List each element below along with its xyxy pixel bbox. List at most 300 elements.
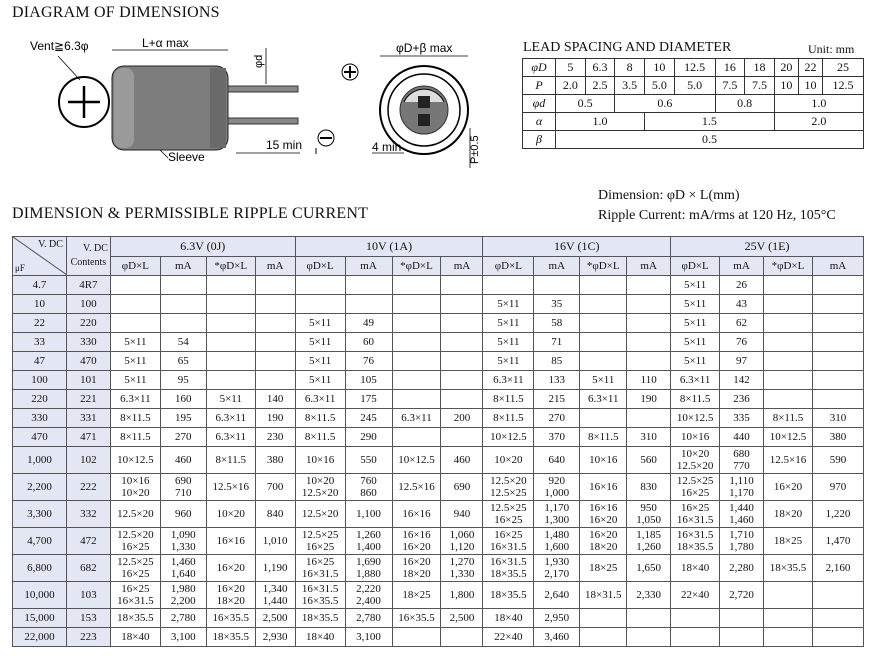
size-cell (110, 390, 160, 409)
code-cell: 331 (66, 409, 110, 428)
cell-line: 16×25 (121, 568, 150, 580)
uf-label: μF (15, 263, 25, 273)
size-cell (110, 609, 160, 628)
cell-line: 10×12.5 (490, 431, 527, 443)
cell-line: 18×20 (589, 541, 618, 553)
cell-line: 1,000 (544, 487, 570, 499)
ripple-cell (534, 474, 580, 501)
table-row (13, 428, 864, 447)
cell-line: 6.3×11 (120, 393, 151, 405)
cell-line: 1,260 (356, 529, 381, 541)
ripple-cell (160, 501, 206, 528)
cell-line: 2,500 (262, 612, 288, 624)
capacitance-cell: 2,200 (13, 474, 67, 501)
size-cell (295, 628, 345, 647)
cell-line: 1,185 (636, 529, 662, 541)
size-cell (392, 409, 441, 428)
size-cell (580, 409, 627, 428)
cell-line: 1,440 (262, 595, 288, 607)
sub-header: mA (534, 256, 580, 276)
ripple-cell (345, 428, 392, 447)
size-cell (295, 390, 345, 409)
ripple-cell (534, 582, 580, 609)
cell-line: 12.5×20 (301, 487, 339, 499)
code-cell: 682 (66, 555, 110, 582)
cell-line: 1,110 (729, 475, 754, 487)
ripple-cell (720, 474, 764, 501)
cell-line: 8×11.5 (304, 412, 336, 424)
code-cell: 332 (66, 501, 110, 528)
cell-line: 1,260 (636, 541, 662, 553)
cell-line: 310 (640, 431, 657, 443)
size-cell (580, 333, 627, 352)
size-cell (483, 333, 534, 352)
sub-header: *φD×L (764, 256, 813, 276)
size-cell (764, 409, 813, 428)
diagram-title: DIAGRAM OF DIMENSIONS (12, 4, 220, 21)
ripple-cell (160, 555, 206, 582)
size-cell (295, 501, 345, 528)
ripple-cell (627, 390, 671, 409)
cell-line: 16×31.5 (676, 529, 714, 541)
table-row (13, 295, 864, 314)
cell-line: 1,120 (449, 541, 475, 553)
cell-line: 860 (360, 487, 377, 499)
ripple-cell (160, 295, 206, 314)
capacitor-diagram (0, 28, 510, 178)
ripple-cell (345, 609, 392, 628)
size-cell (580, 447, 627, 474)
cell-line: 2,400 (356, 595, 381, 607)
ripple-cell (720, 333, 764, 352)
ripple-cell (160, 428, 206, 447)
lead-spacing-cell: 5.0 (645, 77, 675, 95)
size-cell (392, 447, 441, 474)
size-cell (206, 409, 255, 428)
dimension-note (598, 186, 836, 226)
ripple-cell (345, 295, 392, 314)
cell-line: 16×31.5 (676, 514, 714, 526)
cell-line: 49 (363, 317, 375, 329)
size-cell (764, 447, 813, 474)
size-cell (580, 390, 627, 409)
cell-line: 71 (551, 336, 563, 348)
ripple-cell (441, 582, 483, 609)
code-cell: 223 (66, 628, 110, 647)
sub-header: mA (160, 256, 206, 276)
lead-spacing-cell: 2.5 (585, 77, 615, 95)
table-row (13, 314, 864, 333)
ripple-cell (812, 628, 863, 647)
sub-header: φD×L (110, 256, 160, 276)
size-cell (671, 352, 720, 371)
cell-line: 560 (640, 454, 657, 466)
ripple-cell (627, 555, 671, 582)
size-cell (671, 501, 720, 528)
size-cell (580, 474, 627, 501)
cell-line: 1,170 (544, 502, 570, 514)
cell-line: 460 (175, 454, 192, 466)
cell-line: 12.5×20 (676, 460, 714, 472)
cell-line: 690 (175, 475, 192, 487)
cell-line: 10×20 (306, 475, 335, 487)
size-cell (764, 528, 813, 555)
ripple-cell (812, 582, 863, 609)
cell-line: 58 (551, 317, 563, 329)
ripple-cell (255, 628, 295, 647)
dimension-line: Dimension: φD × L(mm) (598, 188, 740, 203)
size-cell (392, 276, 441, 295)
size-cell (392, 501, 441, 528)
ripple-cell (534, 390, 580, 409)
size-cell (110, 409, 160, 428)
cell-line: 16×25 (494, 529, 523, 541)
cell-line: 18×35.5 (490, 568, 527, 580)
code-cell: 102 (66, 447, 110, 474)
size-cell (671, 555, 720, 582)
size-cell (206, 352, 255, 371)
cell-line: 2,170 (544, 568, 570, 580)
vent-label: Vent≧6.3φ (30, 39, 89, 53)
cell-line: 10×16 (589, 454, 618, 466)
cell-line: 16×20 (589, 529, 618, 541)
size-cell (392, 333, 441, 352)
lead-spacing-cell: 18 (745, 59, 775, 77)
size-cell (764, 501, 813, 528)
cell-line: 2,200 (170, 595, 196, 607)
ripple-cell (345, 390, 392, 409)
sub-header: mA (255, 256, 295, 276)
cell-line: 10×12.5 (117, 454, 154, 466)
size-cell (110, 628, 160, 647)
size-cell (671, 314, 720, 333)
size-cell (671, 276, 720, 295)
ripple-cell (255, 447, 295, 474)
cell-line: 62 (736, 317, 748, 329)
lead-spacing-cell: 12.5 (674, 59, 715, 77)
cell-line: 43 (736, 298, 748, 310)
ripple-cell (255, 474, 295, 501)
ripple-cell (720, 447, 764, 474)
cell-line: 5×11 (124, 374, 147, 386)
lead-spacing-cell: 10 (798, 77, 822, 95)
sub-header: φD×L (483, 256, 534, 276)
cell-line: 5×11 (683, 317, 707, 329)
cell-line: 5×11 (308, 374, 332, 386)
ripple-cell (812, 314, 863, 333)
ripple-cell (160, 609, 206, 628)
ripple-cell (160, 447, 206, 474)
ripple-cell (441, 371, 483, 390)
ripple-cell (160, 371, 206, 390)
cell-line: 1,690 (356, 556, 381, 568)
size-cell (764, 555, 813, 582)
cell-line: 230 (266, 431, 284, 443)
size-cell (295, 295, 345, 314)
size-cell (671, 628, 720, 647)
cell-line: 1,300 (544, 514, 570, 526)
code-cell: 221 (66, 390, 110, 409)
ripple-cell (534, 555, 580, 582)
ripple-cell (720, 390, 764, 409)
cell-line: 16×20 (216, 562, 245, 574)
sub-header: mA (345, 256, 392, 276)
table-row (13, 628, 864, 647)
ripple-cell (534, 428, 580, 447)
size-cell (110, 276, 160, 295)
size-cell (206, 390, 255, 409)
cell-line: 1,980 (170, 583, 196, 595)
size-cell (392, 428, 441, 447)
capacitance-cell: 330 (13, 409, 67, 428)
size-cell (206, 428, 255, 447)
cell-line: 1,470 (825, 535, 851, 547)
lead-spacing-cell: 0.5 (556, 95, 615, 113)
size-cell (206, 555, 255, 582)
cell-line: 65 (177, 355, 189, 367)
size-cell (392, 582, 441, 609)
size-cell (110, 314, 160, 333)
cell-line: 22×40 (494, 631, 523, 643)
ripple-cell (812, 409, 863, 428)
cell-line: 60 (363, 336, 375, 348)
size-cell (110, 582, 160, 609)
sub-header: mA (812, 256, 863, 276)
cell-line: 6.3×11 (401, 412, 432, 424)
size-cell (483, 371, 534, 390)
cell-line: 16×25 (494, 514, 523, 526)
ripple-cell (441, 333, 483, 352)
size-cell (392, 555, 441, 582)
code-cell: 330 (66, 333, 110, 352)
contents-header (66, 237, 110, 276)
ripple-cell (441, 609, 483, 628)
ripple-cell (345, 409, 392, 428)
header-voltage-row (13, 237, 864, 257)
cell-line: 1,480 (544, 529, 570, 541)
ripple-cell (441, 409, 483, 428)
cell-line: 590 (829, 454, 847, 466)
cell-line: 5×11 (308, 355, 332, 367)
size-cell (483, 609, 534, 628)
ripple-cell (534, 295, 580, 314)
size-cell (392, 352, 441, 371)
size-cell (110, 352, 160, 371)
size-cell (392, 314, 441, 333)
ripple-table (12, 236, 864, 647)
ripple-cell (160, 409, 206, 428)
cell-line: 10×16 (681, 431, 710, 443)
cell-line: 2,160 (825, 562, 851, 574)
cell-line: 6.3×11 (493, 374, 524, 386)
size-cell (671, 409, 720, 428)
ripple-cell (720, 352, 764, 371)
cell-line: 12.5×25 (301, 529, 339, 541)
size-cell (483, 352, 534, 371)
table-row (13, 501, 864, 528)
table-row (13, 474, 864, 501)
lead-spacing-unit: Unit: mm (808, 42, 855, 56)
lead-spacing-cell: 0.6 (615, 95, 715, 113)
size-cell (206, 314, 255, 333)
cell-line: 12.5×25 (676, 475, 714, 487)
cell-line: 10×20 (216, 508, 245, 520)
ripple-cell (627, 276, 671, 295)
cell-line: 10×20 (681, 448, 710, 460)
cell-line: 35 (551, 298, 563, 310)
sub-header: *φD×L (580, 256, 627, 276)
cell-line: 18×31.5 (585, 589, 622, 601)
size-cell (392, 390, 441, 409)
ripple-cell (441, 276, 483, 295)
ripple-cell (160, 390, 206, 409)
cell-line: 1,330 (449, 568, 475, 580)
sub-header: *φD×L (206, 256, 255, 276)
ripple-cell (345, 314, 392, 333)
ripple-cell (812, 528, 863, 555)
cell-line: 6.3×11 (679, 374, 711, 386)
capacitance-cell: 3,300 (13, 501, 67, 528)
corner-cell (13, 237, 67, 276)
cell-line: 1,650 (636, 562, 662, 574)
cell-line: 16×20 (773, 481, 803, 493)
cell-line: 54 (177, 336, 189, 348)
lead-spacing-head: P (523, 77, 556, 95)
lead-spacing-cell: 7.5 (745, 77, 775, 95)
cell-line: 700 (266, 481, 284, 493)
ripple-cell (345, 447, 392, 474)
lead-spacing-cell: 25 (823, 59, 864, 77)
code-cell: 4R7 (66, 276, 110, 295)
lead-spacing-cell: 2.0 (774, 113, 863, 131)
contents-label: Contents (70, 257, 107, 268)
cell-line: 10×16 (121, 475, 150, 487)
ripple-cell (255, 555, 295, 582)
size-cell (580, 609, 627, 628)
size-cell (580, 428, 627, 447)
cell-line: 110 (640, 374, 657, 386)
code-cell: 103 (66, 582, 110, 609)
cell-line: 16×35.5 (301, 595, 339, 607)
cell-line: 5×11 (497, 317, 520, 329)
cell-line: 22×40 (681, 589, 710, 601)
cell-line: 8×11.5 (679, 393, 711, 405)
ripple-cell (255, 409, 295, 428)
cell-line: 960 (175, 508, 192, 520)
ripple-cell (534, 409, 580, 428)
ripple-cell (720, 609, 764, 628)
cell-line: 10×12.5 (398, 454, 435, 466)
ripple-cell (812, 352, 863, 371)
table-row (13, 555, 864, 582)
cell-line: 970 (829, 481, 847, 493)
size-cell (295, 447, 345, 474)
vdc-label-2: V. DC (83, 243, 108, 254)
cell-line: 5×11 (308, 317, 332, 329)
ripple-cell (812, 501, 863, 528)
cell-line: 12.5×25 (490, 502, 527, 514)
cell-line: 290 (360, 431, 377, 443)
cell-line: 5×11 (308, 336, 332, 348)
code-cell: 470 (66, 352, 110, 371)
size-cell (671, 333, 720, 352)
cell-line: 16×16 (216, 535, 245, 547)
table-row (13, 409, 864, 428)
size-cell (483, 276, 534, 295)
cell-line: 460 (453, 454, 471, 466)
lead-spacing-cell: 10 (645, 59, 675, 77)
size-cell (483, 528, 534, 555)
lead-spacing-head: β (523, 131, 556, 149)
cell-line: 16×31.5 (117, 595, 154, 607)
ripple-cell (255, 428, 295, 447)
cell-line: 18×35.5 (769, 562, 807, 574)
cell-line: 550 (360, 454, 377, 466)
voltage-header: 16V (1C) (483, 237, 671, 257)
size-cell (110, 555, 160, 582)
ripple-cell (255, 295, 295, 314)
cell-line: 2,500 (449, 612, 475, 624)
cell-line: 18×25 (773, 535, 803, 547)
ripple-cell (441, 390, 483, 409)
cell-line: 18×40 (494, 612, 523, 624)
header-sub-row (13, 256, 864, 276)
cell-line: 2,720 (729, 589, 754, 601)
cell-line: 2,220 (356, 583, 381, 595)
ripple-cell (534, 352, 580, 371)
cell-line: 1,090 (170, 529, 196, 541)
cell-line: 5×11 (124, 355, 147, 367)
ripple-cell (160, 628, 206, 647)
ripple-cell (812, 333, 863, 352)
ripple-cell (255, 333, 295, 352)
capacitance-cell: 4,700 (13, 528, 67, 555)
cell-line: 8×11.5 (587, 431, 619, 443)
ripple-cell (627, 295, 671, 314)
cell-line: 640 (548, 454, 566, 466)
size-cell (671, 447, 720, 474)
cell-line: 16×20 (589, 514, 618, 526)
cell-line: 10×16 (306, 454, 335, 466)
ripple-cell (345, 501, 392, 528)
size-cell (671, 371, 720, 390)
cell-line: 830 (640, 481, 657, 493)
cell-line: 76 (363, 355, 375, 367)
cell-line: 2,950 (544, 612, 570, 624)
capacitance-cell: 10,000 (13, 582, 67, 609)
cell-line: 6.3×11 (304, 393, 336, 405)
size-cell (764, 371, 813, 390)
size-cell (110, 295, 160, 314)
lead-spacing-title: LEAD SPACING AND DIAMETER (523, 40, 732, 55)
size-cell (671, 528, 720, 555)
sleeve-label: Sleeve (168, 150, 205, 164)
ripple-cell (812, 447, 863, 474)
ripple-cell (441, 428, 483, 447)
cell-line: 18×25 (402, 589, 431, 601)
cell-line: 3,100 (170, 631, 196, 643)
size-cell (580, 628, 627, 647)
size-cell (764, 314, 813, 333)
cell-line: 175 (360, 393, 377, 405)
size-cell (764, 295, 813, 314)
size-cell (483, 295, 534, 314)
ripple-cell (627, 371, 671, 390)
lead-spacing-cell: 1.0 (556, 113, 645, 131)
lead-spacing-cell: 22 (798, 59, 822, 77)
cell-line: 18×20 (402, 568, 431, 580)
size-cell (392, 474, 441, 501)
